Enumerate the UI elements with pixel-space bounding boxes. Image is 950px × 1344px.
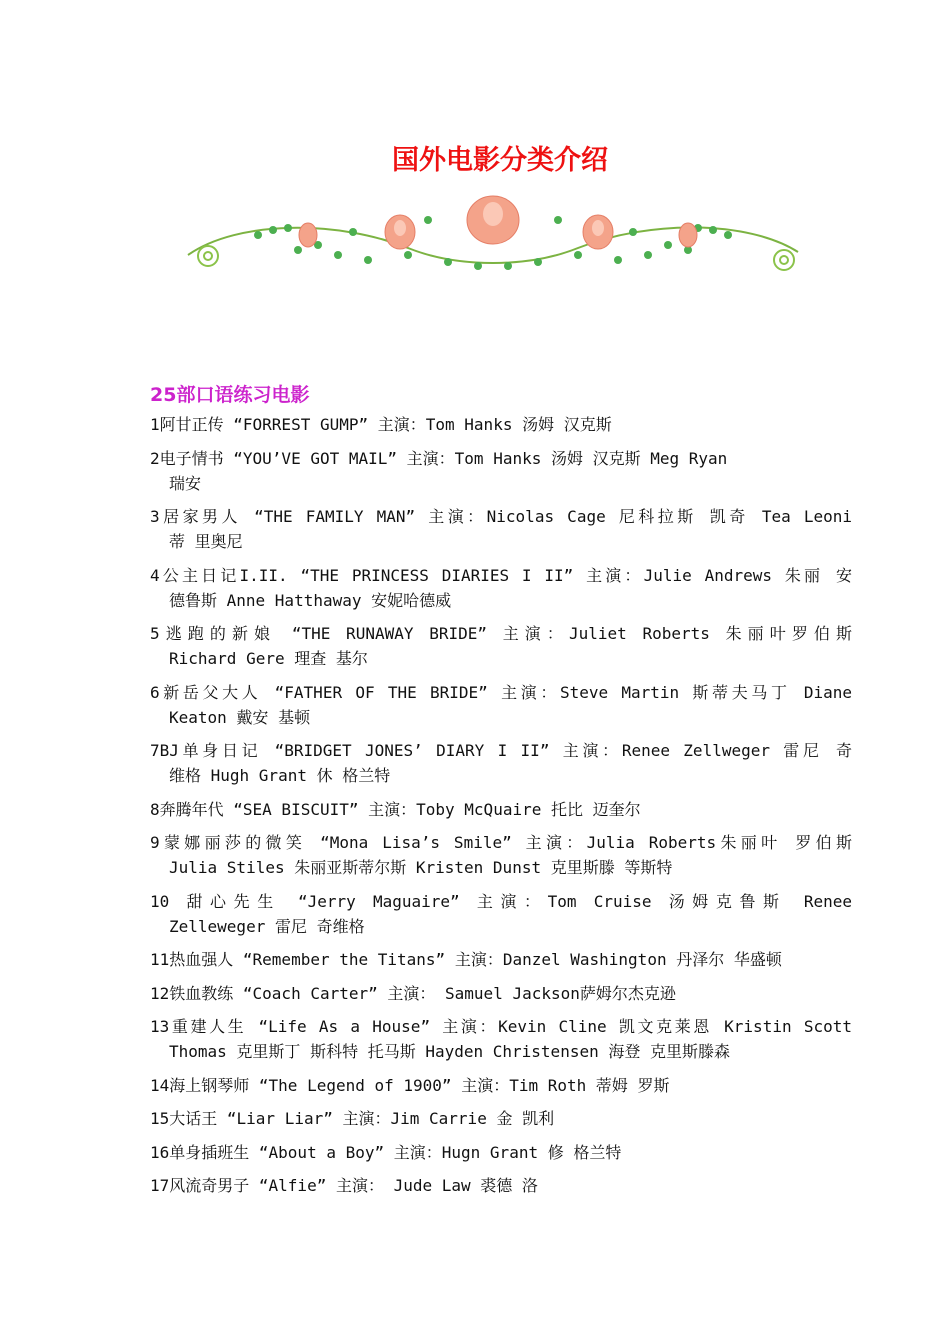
list-item-continuation: Zelleweger 雷尼 奇维格 <box>169 916 365 936</box>
list-item-line: 4公主日记I.II. “THE PRINCESS DIARIES I II” 主演：Julie Andrews 朱丽 安 <box>150 565 852 585</box>
list-item <box>150 1073 852 1098</box>
list-item-line: 10 甜心先生 “Jerry Maguaire” 主演：Tom Cruise 汤姆克鲁斯 Renee <box>150 891 852 911</box>
list-item-line: 14海上钢琴师 “The Legend of 1900” 主演：Tim Roth 蒂姆 罗斯 <box>150 1075 670 1095</box>
section-title: 25部口语练习电影 <box>150 384 310 406</box>
list-item <box>150 680 852 730</box>
list-item-line: 5逃跑的新娘 “THE RUNAWAY BRIDE” 主演：Juliet Roberts 朱丽叶罗伯斯 <box>150 624 852 643</box>
page-title: 国外电影分类介绍 <box>392 145 608 176</box>
list-item <box>150 1140 852 1165</box>
list-item-line: 2电子情书 “YOU’VE GOT MAIL” 主演：Tom Hanks 汤姆 汉克斯 Meg Ryan <box>150 448 728 468</box>
list-item <box>150 621 852 671</box>
list-item-line: 3居家男人 “THE FAMILY MAN” 主演：Nicolas Cage 尼科拉斯 凯奇 Tea Leoni <box>150 507 852 526</box>
list-item <box>150 1173 852 1198</box>
list-item-line: 1阿甘正传 “FORREST GUMP” 主演：Tom Hanks 汤姆 汉克斯 <box>150 415 612 434</box>
list-item <box>150 830 852 880</box>
list-item-line: 9蒙娜丽莎的微笑 “Mona Lisa’s Smile” 主演：Julia Roberts朱丽叶 罗伯斯 <box>150 833 852 852</box>
list-item-continuation: Richard Gere 理查 基尔 <box>169 649 368 668</box>
list-item <box>150 563 852 613</box>
list-item <box>150 981 852 1006</box>
movie-list <box>150 412 852 1207</box>
list-item-line: 11热血强人 “Remember the Titans” 主演：Danzel Washington 丹泽尔 华盛顿 <box>150 950 782 969</box>
list-item <box>150 1106 852 1131</box>
list-item-continuation: 蒂 里奥尼 <box>169 532 243 551</box>
list-item <box>150 797 852 822</box>
list-item-continuation: Thomas 克里斯丁 斯科特 托马斯 Hayden Christensen 海登 克里斯滕森 <box>169 1042 730 1061</box>
list-item-line: 7BJ单身日记 “BRIDGET JONES’ DIARY I II” 主演：Renee Zellweger 雷尼 奇 <box>150 741 852 760</box>
list-item <box>150 738 852 788</box>
list-item-line: 6新岳父大人 “FATHER OF THE BRIDE” 主演：Steve Martin 斯蒂夫马丁 Diane <box>150 682 852 702</box>
list-item <box>150 889 852 939</box>
list-item-line: 13重建人生 “Life As a House” 主演：Kevin Cline 凯文克莱恩 Kristin Scott <box>150 1017 852 1036</box>
list-item-continuation: Julia Stiles 朱丽亚斯蒂尔斯 Kristen Dunst 克里斯滕 等斯特 <box>169 858 673 877</box>
list-item <box>150 947 852 972</box>
list-item-line: 8奔腾年代 “SEA BISCUIT” 主演：Toby McQuaire 托比 迈奎尔 <box>150 799 641 819</box>
list-item <box>150 412 852 437</box>
list-item-line: 16单身插班生 “About a Boy” 主演：Hugn Grant 修 格兰特 <box>150 1142 622 1162</box>
list-item-line: 17风流奇男子 “Alfie” 主演： Jude Law 裘德 洛 <box>150 1176 538 1195</box>
list-item-continuation: 德鲁斯 Anne Hatthaway 安妮哈德威 <box>169 590 452 610</box>
list-item <box>150 1014 852 1064</box>
list-item-line: 15大话王 “Liar Liar” 主演：Jim Carrie 金 凯利 <box>150 1109 555 1128</box>
list-item-line: 12铁血教练 “Coach Carter” 主演： Samuel Jackson萨姆尔杰克逊 <box>150 983 676 1003</box>
list-item-continuation: Keaton 戴安 基顿 <box>169 707 311 727</box>
list-item <box>150 504 852 554</box>
list-item-continuation: 维格 Hugh Grant 休 格兰特 <box>169 766 391 785</box>
flower-garland-icon <box>178 190 808 280</box>
list-item-continuation: 瑞安 <box>169 473 202 493</box>
list-item <box>150 446 852 496</box>
